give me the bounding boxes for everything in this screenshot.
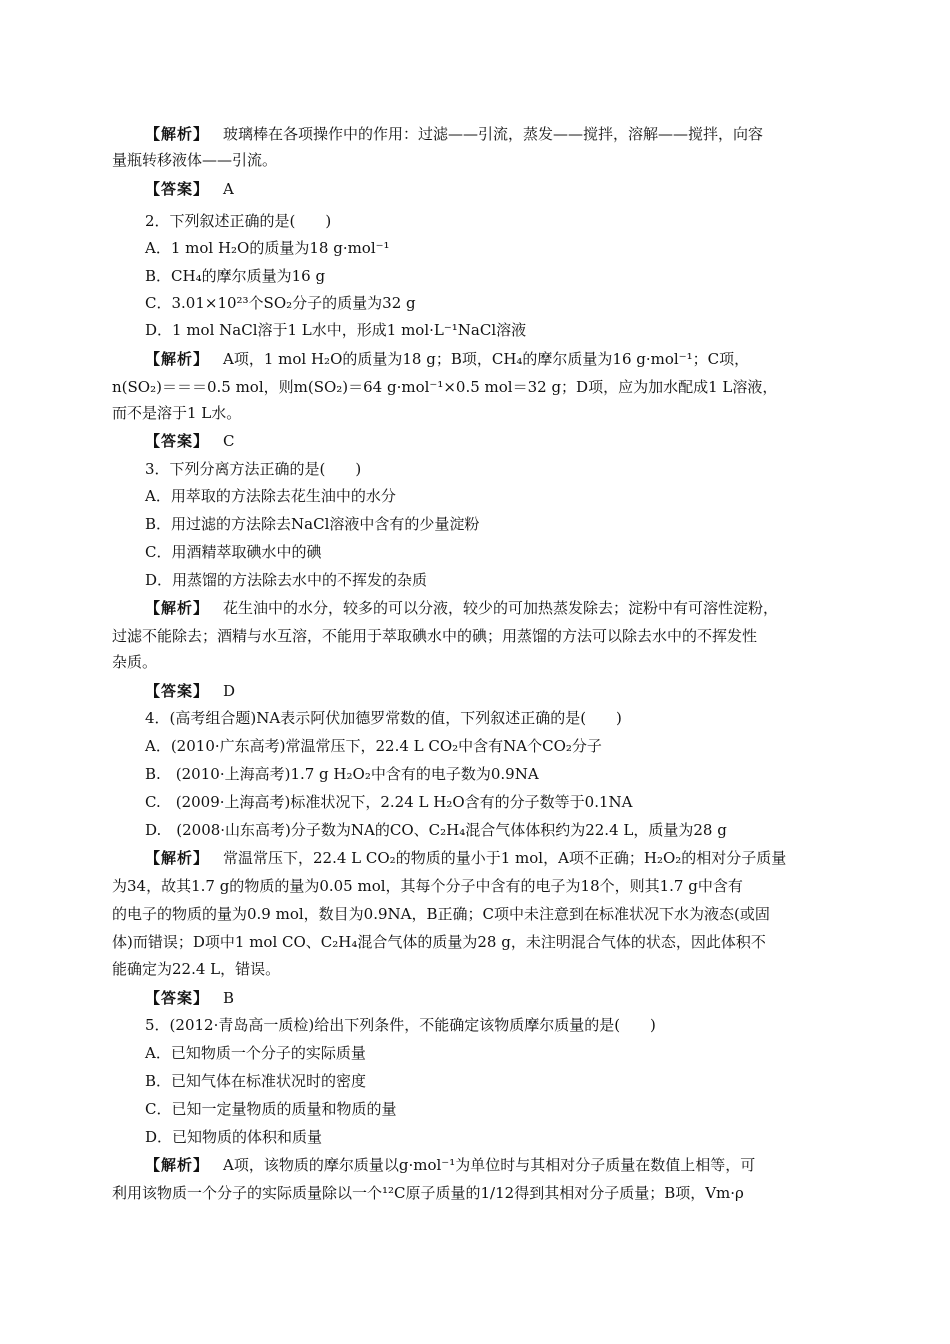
line-text: C．用酒精萃取碘水中的碘 (145, 543, 322, 561)
line-text: C．已知一定量物质的质量和物质的量 (145, 1100, 397, 1118)
line-text: 杂质。 (112, 653, 158, 671)
line-text: 利用该物质一个分子的实际质量除以一个¹²C原子质量的1/12得到其相对分子质量；B项，Vm·ρ (112, 1184, 744, 1202)
question-line (145, 320, 825, 340)
question-line (145, 542, 825, 562)
line-text: A．已知物质一个分子的实际质量 (145, 1044, 366, 1062)
line-text: A．用萃取的方法除去花生油中的水分 (145, 487, 396, 505)
question-line (145, 1071, 825, 1091)
line-text: D．已知物质的体积和质量 (145, 1128, 323, 1146)
line-text: D. (2008·山东高考)分子数为NA的CO、C₂H₄混合气体体积约为22.4 L，质量为28 g (145, 821, 727, 839)
explanation-continuation-line (112, 1183, 792, 1203)
explanation-continuation-line (112, 150, 792, 170)
line-text: 2．下列叙述正确的是( ) (145, 212, 332, 230)
question-line (145, 238, 825, 258)
line-text: B (223, 989, 235, 1007)
answer-line (145, 431, 825, 451)
line-text: C (223, 432, 235, 450)
question-line (145, 1015, 825, 1035)
line-text: A．1 mol H₂O的质量为18 g·mol⁻¹ (145, 239, 390, 257)
line-text: B．用过滤的方法除去NaCl溶液中含有的少量淀粉 (145, 515, 480, 533)
line-text: A (223, 180, 234, 198)
line-text: D．用蒸馏的方法除去水中的不挥发的杂质 (145, 571, 428, 589)
question-line (145, 764, 825, 784)
explanation-label: 【解析】 (145, 849, 210, 867)
explanation-line (145, 349, 825, 369)
line-text: D．1 mol NaCl溶于1 L水中，形成1 mol·L⁻¹NaCl溶液 (145, 321, 527, 339)
answer-label: 【答案】 (145, 682, 210, 700)
line-text: 5．(2012·青岛高一质检)给出下列条件，不能确定该物质摩尔质量的是( ) (145, 1016, 656, 1034)
line-text: B. (2010·上海高考)1.7 g H₂O₂中含有的电子数为0.9NA (145, 765, 539, 783)
question-line (145, 570, 825, 590)
line-text: 的电子的物质的量为0.9 mol，数目为0.9NA，B正确；C项中未注意到在标准状况下水为液态(或固 (112, 905, 770, 923)
explanation-line (145, 1155, 825, 1175)
line-text: A项，该物质的摩尔质量以g·mol⁻¹为单位时与其相对分子质量在数值上相等，可 (223, 1156, 756, 1174)
answer-line (145, 988, 825, 1008)
question-line (145, 211, 825, 231)
answer-line (145, 681, 825, 701)
question-line (145, 1043, 825, 1063)
explanation-line (145, 848, 825, 868)
line-text: A项，1 mol H₂O的质量为18 g；B项，CH₄的摩尔质量为16 g·mol⁻¹；C项， (223, 350, 750, 368)
question-line (145, 514, 825, 534)
question-line (145, 486, 825, 506)
line-text: 体)而错误；D项中1 mol CO、C₂H₄混合气体的质量为28 g，未注明混合气体的状态，因此体积不 (112, 933, 766, 951)
line-text: C．3.01×10²³个SO₂分子的质量为32 g (145, 294, 416, 312)
line-text: 量瓶转移液体——引流。 (112, 151, 278, 169)
question-line (145, 792, 825, 812)
line-text: 为34，故其1.7 g的物质的量为0.05 mol，其每个分子中含有的电子为18个，则其1.7 g中含有 (112, 877, 743, 895)
explanation-label: 【解析】 (145, 350, 210, 368)
question-line (145, 1099, 825, 1119)
line-text: 玻璃棒在各项操作中的作用：过滤——引流，蒸发——搅拌，溶解——搅拌，向容 (223, 125, 764, 143)
explanation-continuation-line (112, 904, 792, 924)
line-text: B．已知气体在标准状况时的密度 (145, 1072, 367, 1090)
line-text: 花生油中的水分，较多的可以分液，较少的可加热蒸发除去；淀粉中有可溶性淀粉， (223, 599, 779, 617)
explanation-continuation-line (112, 626, 792, 646)
explanation-continuation-line (112, 377, 792, 397)
question-line (145, 459, 825, 479)
answer-label: 【答案】 (145, 432, 210, 450)
explanation-continuation-line (112, 403, 792, 423)
line-text: 能确定为22.4 L，错误。 (112, 960, 281, 978)
line-text: n(SO₂)＝＝＝0.5 mol，则m(SO₂)＝64 g·mol⁻¹×0.5 mol＝32 g；D项，应为加水配成1 L溶液， (112, 378, 778, 396)
answer-label: 【答案】 (145, 989, 210, 1007)
question-line (145, 266, 825, 286)
line-text: 4．(高考组合题)NA表示阿伏加德罗常数的值，下列叙述正确的是( ) (145, 709, 622, 727)
line-text: A．(2010·广东高考)常温常压下，22.4 L CO₂中含有NA个CO₂分子 (145, 737, 602, 755)
line-text: 过滤不能除去；酒精与水互溶，不能用于萃取碘水中的碘；用蒸馏的方法可以除去水中的不挥发性 (112, 627, 758, 645)
answer-line (145, 179, 825, 199)
explanation-continuation-line (112, 876, 792, 896)
question-line (145, 820, 825, 840)
question-line (145, 708, 825, 728)
line-text: 常温常压下，22.4 L CO₂的物质的量小于1 mol，A项不正确；H₂O₂的相对分子质量 (223, 849, 787, 867)
explanation-line (145, 124, 825, 144)
line-text: 3．下列分离方法正确的是( ) (145, 460, 362, 478)
answer-label: 【答案】 (145, 180, 210, 198)
question-line (145, 1127, 825, 1147)
explanation-label: 【解析】 (145, 599, 210, 617)
line-text: 而不是溶于1 L水。 (112, 404, 242, 422)
explanation-label: 【解析】 (145, 125, 210, 143)
explanation-line (145, 598, 825, 618)
question-line (145, 293, 825, 313)
explanation-continuation-line (112, 932, 792, 952)
explanation-continuation-line (112, 959, 792, 979)
line-text: D (223, 682, 236, 700)
explanation-continuation-line (112, 652, 792, 672)
explanation-label: 【解析】 (145, 1156, 210, 1174)
line-text: B．CH₄的摩尔质量为16 g (145, 267, 326, 285)
line-text: C. (2009·上海高考)标准状况下，2.24 L H₂O含有的分子数等于0.1NA (145, 793, 633, 811)
question-line (145, 736, 825, 756)
